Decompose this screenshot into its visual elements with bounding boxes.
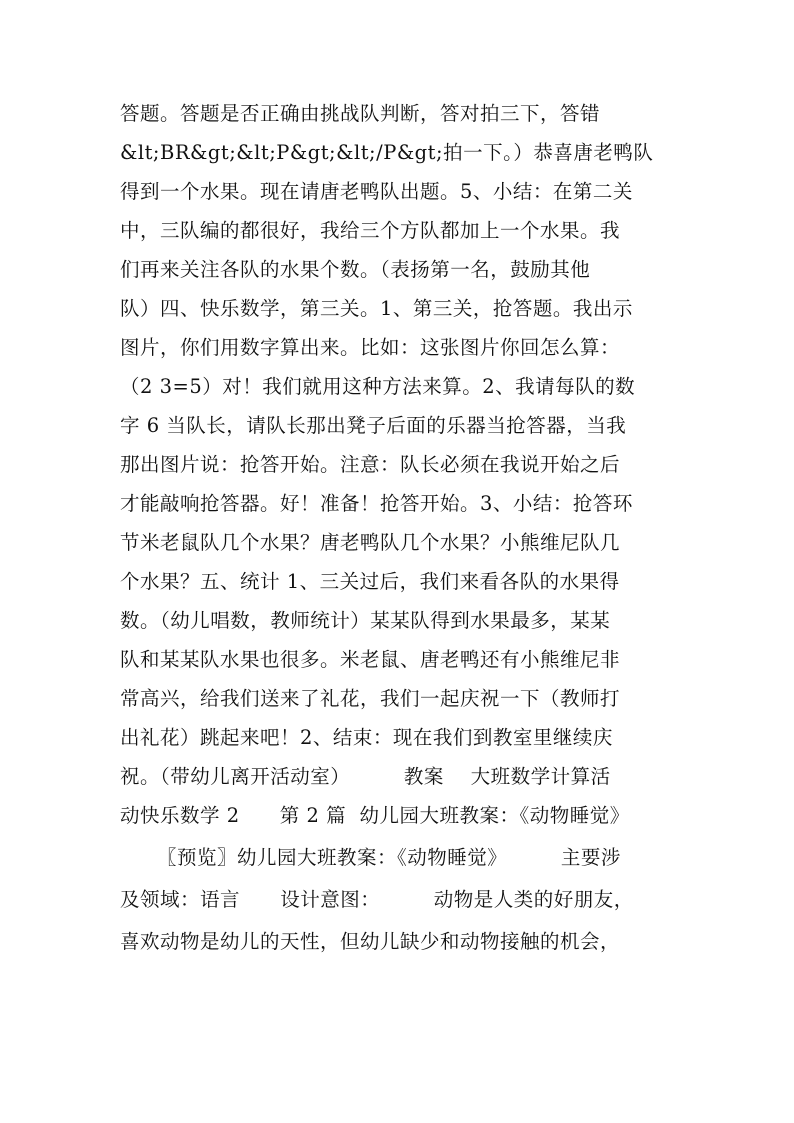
text-line: 队）四、快乐数学，第三关。1、第三关，抢答题。我出示 — [120, 297, 633, 320]
text-line: 常高兴，给我们送来了礼花，我们一起庆祝一下（教师打 — [120, 687, 621, 710]
text-line: &lt;BR&gt;&lt;P&gt;&lt;/P&gt;拍一下。）恭喜唐老鸭队 — [120, 141, 654, 164]
text-line: 喜欢动物是幼儿的天性，但幼儿缺少和动物接触的机会， — [120, 930, 621, 953]
text-line: 答题。答题是否正确由挑战队判断，答对拍三下，答错 — [120, 102, 601, 125]
text-line: 字 6 当队长，请队长那出凳子后面的乐器当抢答器，当我 — [120, 414, 627, 437]
text-line: 队和某某队水果也很多。米老鼠、唐老鸭还有小熊维尼非 — [120, 648, 621, 671]
text-line: 们再来关注各队的水果个数。（表扬第一名，鼓励其他 — [120, 258, 591, 281]
text-line: 得到一个水果。现在请唐老鸭队出题。5、小结：在第二关 — [120, 180, 633, 203]
text-line: 出礼花）跳起来吧！2、结束：现在我们到教室里继续庆 — [120, 726, 613, 749]
text-line: 才能敲响抢答器。好！准备！抢答开始。3、小结：抢答环 — [120, 492, 633, 515]
text-line: 图片，你们用数字算出来。比如：这张图片你回怎么算： — [120, 336, 621, 359]
text-line: （2 3=5）对！我们就用这种方法来算。2、我请每队的数 — [120, 375, 636, 398]
text-line: 及领域：语言 设计意图： 动物是人类的好朋友， — [120, 888, 634, 911]
text-line: 动快乐数学 2 第 2 篇 幼儿园大班教案：《动物睡觉》 — [120, 804, 630, 827]
text-line: 中，三队编的都很好，我给三个方队都加上一个水果。我 — [120, 219, 621, 242]
text-line: 个水果？五、统计 1、三关过后，我们来看各队的水果得 — [120, 570, 620, 593]
text-line: 节米老鼠队几个水果？唐老鸭队几个水果？小熊维尼队几 — [120, 531, 621, 554]
text-line: 祝。（带幼儿离开活动室） 教案 大班数学计算活 — [120, 765, 611, 788]
text-line: 数。（幼儿唱数，教师统计）某某队得到水果最多，某某 — [120, 609, 611, 632]
text-line: 〖预览〗幼儿园大班教案：《动物睡觉》 主要涉 — [157, 846, 621, 869]
text-line: 那出图片说：抢答开始。注意：队长必须在我说开始之后 — [120, 453, 621, 476]
